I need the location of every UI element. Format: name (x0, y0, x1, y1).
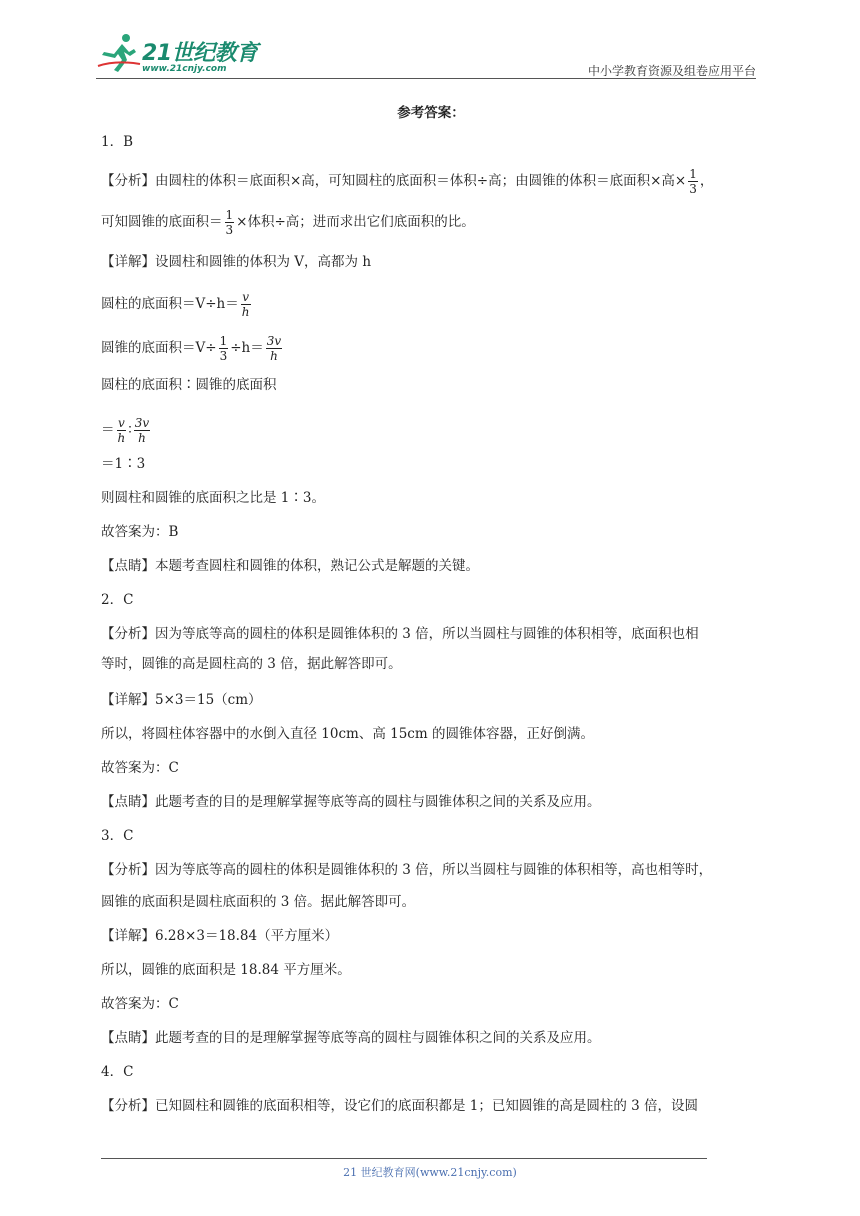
frac-den: 3 (689, 182, 697, 196)
q3-number: 3．C (101, 828, 134, 844)
q1-analysis-pre: 可知圆锥的底面积＝ (101, 214, 223, 230)
q1-fraction-v-h (241, 290, 251, 319)
q2-analysis-line1: 【分析】因为等底等高的圆柱的体积是圆锥体积的 3 倍，所以当圆柱与圆锥的体积相等，底面积也相 (101, 626, 699, 642)
q1-comment: 【点睛】本题考查圆柱和圆锥的体积，熟记公式是解题的关键。 (101, 558, 479, 574)
frac-den: h (117, 431, 126, 445)
frac-den: h (241, 305, 250, 319)
page-title: 参考答案： (397, 105, 465, 121)
q2-answer: 故答案为：C (101, 760, 179, 776)
footer-divider (101, 1158, 707, 1159)
q1-detail-line6: 则圆柱和圆锥的底面积之比是 1∶3。 (101, 490, 325, 506)
platform-name: 中小学教育资源及组卷应用平台 (587, 64, 756, 78)
q1-analysis-end: ， (699, 173, 714, 189)
page-header (96, 30, 756, 78)
q1-analysis-line2 (101, 208, 475, 237)
frac-num: v (242, 290, 250, 304)
frac-num: v (117, 416, 125, 430)
q2-number: 2．C (101, 592, 134, 608)
q1-analysis-line1 (101, 167, 713, 196)
q3-analysis-line2: 圆锥的底面积是圆柱底面积的 3 倍。据此解答即可。 (101, 894, 416, 910)
q1-detail: 【详解】设圆柱和圆锥的体积为 V，高都为 h (101, 254, 372, 270)
q1-fraction-v-h-2 (117, 416, 127, 445)
frac-num: 1 (689, 167, 697, 181)
q1-line2-mid: ÷h＝ (230, 340, 264, 356)
frac-num: 1 (225, 208, 234, 222)
q1-fraction-one-third (688, 167, 698, 196)
q1-line1-text: 圆柱的底面积＝V÷h＝ (101, 296, 239, 312)
q1-detail-line5: ＝1∶3 (101, 456, 146, 472)
q2-detail: 【详解】5×3＝15（cm） (101, 692, 262, 708)
q2-comment: 【点睛】此题考查的目的是理解掌握等底等高的圆柱与圆锥体积之间的关系及应用。 (101, 794, 601, 810)
q1-line2-text: 圆锥的底面积＝V÷ (101, 340, 217, 356)
q1-fraction-one-third-3 (219, 334, 229, 363)
q3-analysis-line1: 【分析】因为等底等高的圆柱的体积是圆锥体积的 3 倍，所以当圆柱与圆锥的体积相等，高也相等时， (101, 862, 713, 878)
q1-analysis-text1: 【分析】由圆柱的体积＝底面积×高，可知圆柱的底面积＝体积÷高；由圆锥的体积＝底面积×高× (101, 173, 687, 189)
site-logo (96, 30, 266, 78)
q3-comment: 【点睛】此题考查的目的是理解掌握等底等高的圆柱与圆锥体积之间的关系及应用。 (101, 1030, 601, 1046)
q3-detail: 【详解】6.28×3＝18.84（平方厘米） (101, 928, 339, 944)
q1-detail-line2 (101, 334, 284, 363)
q1-fraction-3v-h (266, 334, 282, 363)
logo-url: www.21cnjy.com (142, 64, 227, 74)
page-footer: 21 世纪教育网(www.21cnjy.com) (343, 1166, 517, 1179)
q1-line4-colon: ∶ (128, 422, 132, 438)
logo-text: 21世纪教育 (142, 41, 258, 66)
q1-fraction-one-third-2 (225, 208, 235, 237)
q1-analysis-post: ×体积÷高；进而求出它们底面积的比。 (236, 214, 475, 230)
frac-num: 3v (266, 334, 282, 348)
header-divider (96, 78, 756, 79)
frac-den: 3 (225, 223, 234, 237)
q1-detail-line1 (101, 290, 253, 319)
frac-num: 3v (134, 416, 150, 430)
q4-analysis-line1: 【分析】已知圆柱和圆锥的底面积相等，设它们的底面积都是 1；已知圆锥的高是圆柱的 3 倍，设圆 (101, 1098, 699, 1114)
q1-line4-eq: ＝ (101, 422, 115, 438)
q1-answer: 故答案为：B (101, 524, 179, 540)
frac-den: 3 (219, 349, 228, 363)
q1-number: 1．B (101, 134, 134, 150)
frac-num: 1 (219, 334, 228, 348)
frac-den: h (138, 431, 146, 445)
q2-analysis-line2: 等时，圆锥的高是圆柱高的 3 倍，据此解答即可。 (101, 656, 402, 672)
frac-den: h (270, 349, 278, 363)
q4-number: 4．C (101, 1064, 134, 1080)
q1-fraction-3v-h-2 (134, 416, 150, 445)
q3-detail-line1: 所以，圆锥的底面积是 18.84 平方厘米。 (101, 962, 351, 978)
q3-answer: 故答案为：C (101, 996, 179, 1012)
q1-detail-line3: 圆柱的底面积∶圆锥的底面积 (101, 377, 277, 393)
q1-detail-line4 (101, 416, 152, 445)
runner-logo-icon (96, 30, 142, 78)
q2-detail-line1: 所以，将圆柱体容器中的水倒入直径 10cm、高 15cm 的圆锥体容器，正好倒满。 (101, 726, 594, 742)
